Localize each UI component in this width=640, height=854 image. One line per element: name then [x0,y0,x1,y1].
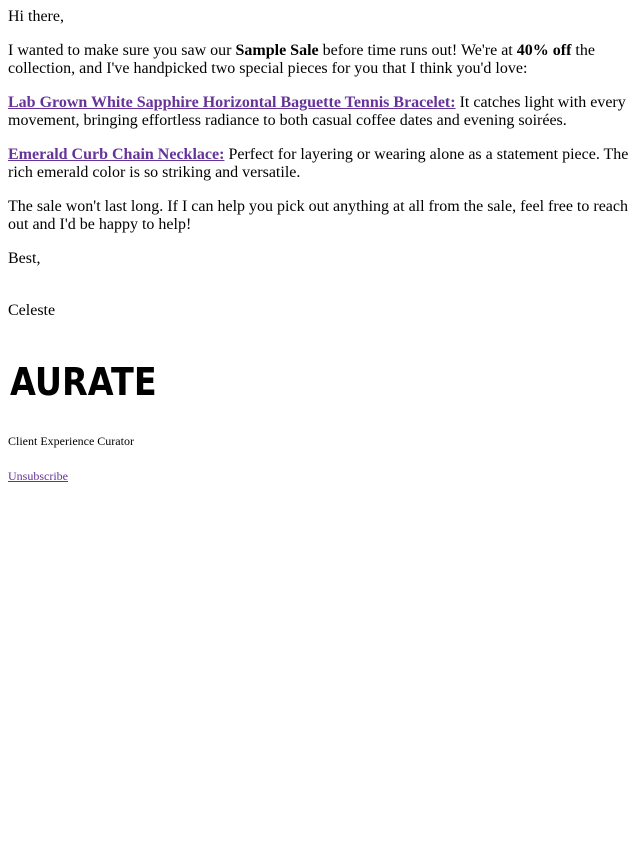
discount-amount: 40% off [516,42,572,59]
signoff: Best, [8,250,41,267]
signer-name: Celeste [8,302,56,319]
intro-text-3: the collection, and I've handpicked two special pieces for you that I think you'd love: [8,42,595,77]
necklace-description: Perfect for layering or wearing alone as a statement piece. The rich emerald color is so striking and versatile. [8,146,629,181]
intro-paragraph [8,42,632,78]
product-necklace [8,146,632,182]
intro-text-2: before time runs out! We're at [318,42,517,59]
signer-title: Client Experience Curator [8,434,134,448]
necklace-link[interactable]: Emerald Curb Chain Necklace: [8,146,225,163]
brand-logo [8,336,158,428]
unsubscribe-link[interactable]: Unsubscribe [8,469,68,483]
closing-paragraph: The sale won't last long. If I can help you pick out anything at all from the sale, feel free to reach out and I'd be happy to help! [8,198,628,233]
brand-logo-text: AURATE [9,360,157,404]
bracelet-link[interactable]: Lab Grown White Sapphire Horizontal Baguette Tennis Bracelet: [8,94,456,111]
product-bracelet [8,94,632,130]
greeting: Hi there, [8,8,64,25]
intro-text-1: I wanted to make sure you saw our [8,42,236,59]
bracelet-description: It catches light with every movement, bringing effortless radiance to both casual coffee dates and evening soirées. [8,94,626,129]
sale-name: Sample Sale [235,42,319,59]
